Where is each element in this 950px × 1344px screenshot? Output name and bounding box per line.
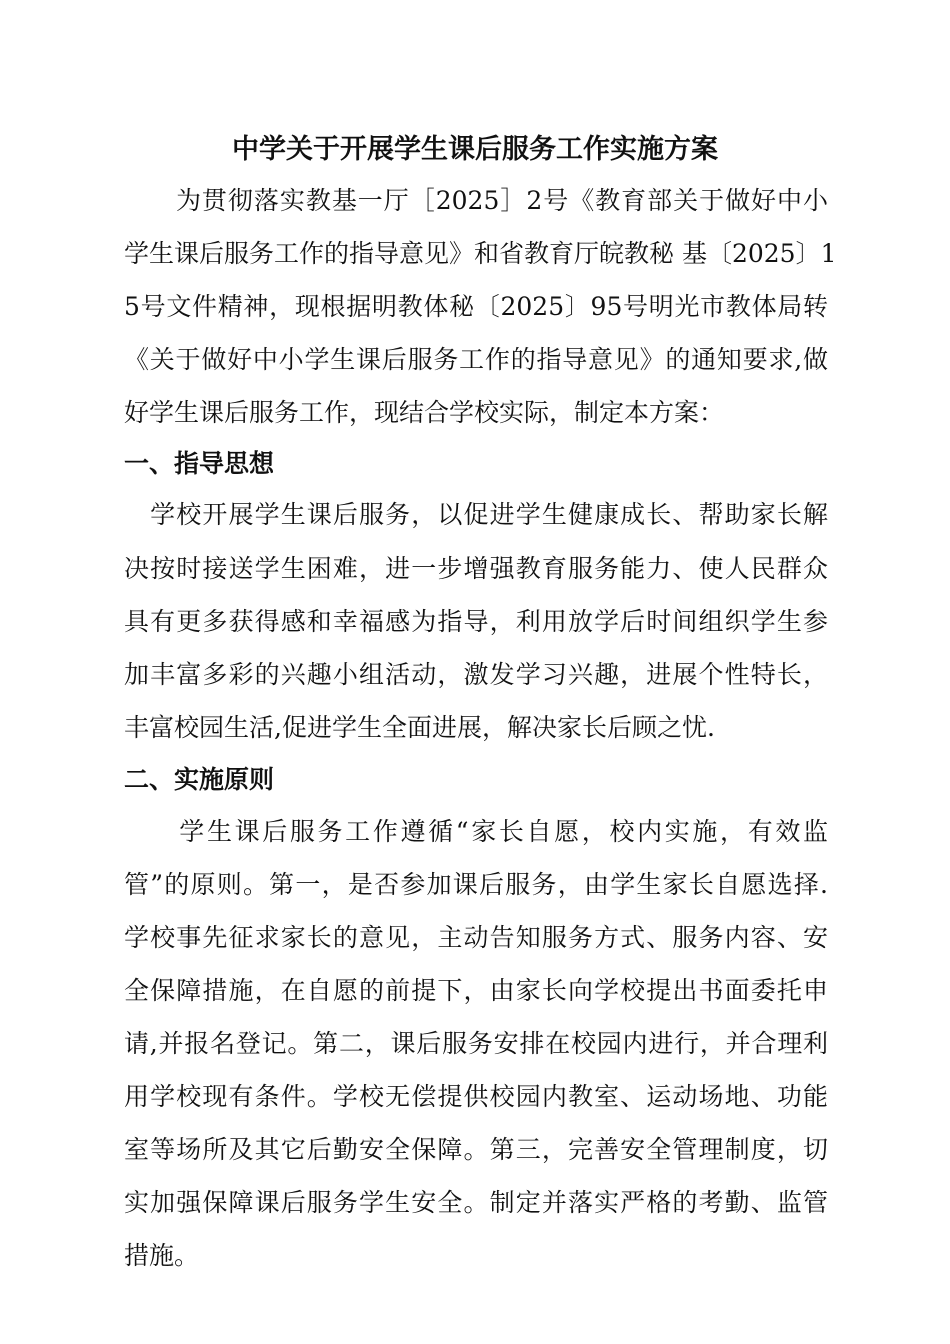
intro-line: 《关于做好中小学生课后服务工作的指导意见》的通知要求,做 bbox=[124, 345, 828, 374]
paragraph-line: 请,并报名登记。第二，课后服务安排在校园内进行，并合理利 bbox=[124, 1029, 828, 1058]
paragraph-line: 管”的原则。第一，是否参加课后服务，由学生家长自愿选择. bbox=[124, 870, 828, 899]
paragraph-line: 具有更多获得感和幸福感为指导，利用放学后时间组织学生参 bbox=[124, 607, 828, 636]
section-heading: 二、实施原则 bbox=[124, 765, 275, 794]
intro-line: 5号文件精神，现根据明教体秘〔2025〕95号明光市教体局转 bbox=[124, 292, 828, 321]
intro-line: 为贯彻落实教基一厅［2025］2号《教育部关于做好中小 bbox=[124, 186, 828, 215]
paragraph-line: 丰富校园生活,促进学生全面进展，解决家长后顾之忧. bbox=[124, 713, 715, 742]
intro-line: 好学生课后服务工作，现结合学校实际，制定本方案： bbox=[124, 398, 725, 427]
paragraph-line: 实加强保障课后服务学生安全。制定并落实严格的考勤、监管 bbox=[124, 1188, 828, 1217]
section-heading: 一、指导思想 bbox=[124, 449, 275, 478]
paragraph-line: 用学校现有条件。学校无偿提供校园内教室、运动场地、功能 bbox=[124, 1082, 828, 1111]
paragraph-line: 措施。 bbox=[124, 1241, 200, 1270]
paragraph-line: 室等场所及其它后勤安全保障。第三，完善安全管理制度，切 bbox=[124, 1135, 828, 1164]
document-title: 中学关于开展学生课后服务工作实施方案 bbox=[232, 134, 718, 165]
paragraph-line: 加丰富多彩的兴趣小组活动，激发学习兴趣，进展个性特长， bbox=[124, 660, 828, 689]
paragraph-line: 学校开展学生课后服务，以促进学生健康成长、帮助家长解 bbox=[124, 500, 828, 529]
paragraph-line: 决按时接送学生困难，进一步增强教育服务能力、使人民群众 bbox=[124, 554, 828, 583]
intro-line: 学生课后服务工作的指导意见》和省教育厅皖教秘 基〔2025〕1 bbox=[124, 239, 837, 268]
paragraph-line: 全保障措施，在自愿的前提下，由家长向学校提出书面委托申 bbox=[124, 976, 828, 1005]
paragraph-line: 学生课后服务工作遵循“家长自愿，校内实施，有效监 bbox=[124, 817, 828, 846]
paragraph-line: 学校事先征求家长的意见，主动告知服务方式、服务内容、安 bbox=[124, 923, 828, 952]
